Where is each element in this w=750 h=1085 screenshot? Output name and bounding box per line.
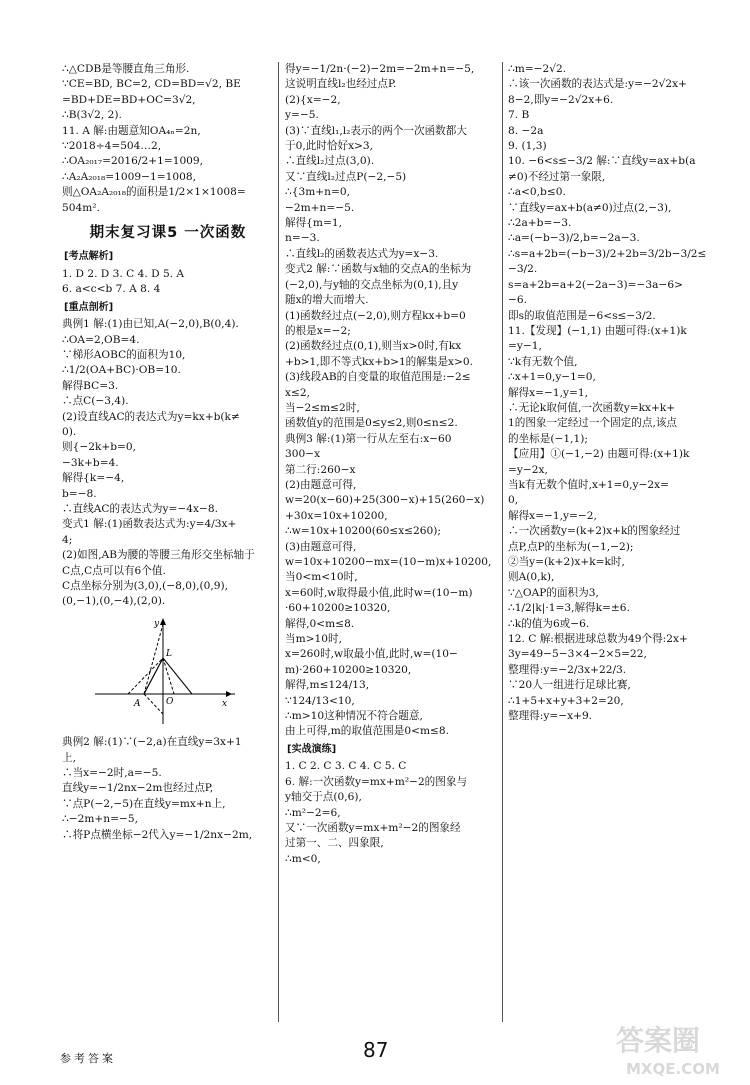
left-lines-a (62, 62, 274, 216)
text-line: ∴{3m+n=0, (285, 186, 350, 199)
text-line: (2)由题意可得, (285, 478, 357, 491)
text-line: 又∵一次函数y=mx+m²−2的图象经 (285, 821, 461, 834)
text-line: 这说明直线l₂也经过点P. (285, 78, 397, 91)
text-line: 点P,点P的坐标为(−1,−2); (508, 540, 634, 553)
text-line: 解得BC=3. (62, 379, 119, 392)
text-line: w=10x+10200−mx=(10−m)x+10200, (285, 556, 492, 568)
text-line: n=−3. (285, 232, 320, 245)
text-line: 11. A 解:由题意知OA₄ₙ=2n, (62, 124, 201, 137)
text-line: ≠0)不经过第一象限, (508, 170, 606, 183)
text-line: −2m+n=−5. (285, 201, 355, 214)
text-line: ∴m>10这种情况不符合题意, (285, 710, 423, 723)
text-line: (2)如图,AB为腰的等腰三角形交坐标轴于 (62, 549, 255, 562)
text-line: ∴A₂A₂₀₁₈=1009−1=1008, (62, 170, 196, 183)
dashed-line-4 (163, 658, 174, 694)
text-line: (2)函数经过点(0,1),则当x>0时,有kx (285, 340, 462, 353)
text-line: ∴w=10x+10200(60≤x≤260); (285, 525, 441, 538)
text-line: 过第一、二、四象限, (285, 837, 384, 850)
text-line: 典例1 解:(1)由已知,A(−2,0),B(0,4). (62, 318, 239, 331)
text-line: 10. −6<s≤−3/2 解:∵直线y=ax+b(a (508, 155, 696, 168)
text-line: ②当y=(k+2)x+k=k时, (508, 556, 625, 568)
text-line: 第二行:260−x (285, 463, 356, 476)
dashed-line-2 (144, 624, 163, 694)
text-line: ∴点C(−3,4). (62, 395, 129, 408)
text-line: ∴m²−2=6, (285, 806, 341, 819)
text-line: ∴△CDB是等腰直角三角形. (62, 63, 190, 75)
text-line: x=60时,w取得最小值,此时w=(10−m) (285, 586, 473, 599)
text-line: ∴无论k取何值,一次函数y=kx+k+ (508, 401, 676, 414)
text-line: 11.【发现】(−1,1) 由题可得:(x+1)k (508, 324, 687, 337)
text-line: 解得,0<m≤8. (285, 617, 355, 630)
y-axis-arrow (160, 618, 166, 625)
text-line: 8−2,即y=−2√2x+6. (508, 93, 614, 106)
text-line: 典例3 解:(1)第一行从左至右:x−60 (285, 432, 452, 445)
footer-label: 参考答案 (60, 1052, 116, 1065)
text-line: ∴a<0,b≤0. (508, 186, 566, 199)
text-line: (1)函数经过点(−2,0),则方程kx+b=0 (285, 309, 466, 322)
text-line: 整理得:y=−x+9. (508, 710, 593, 723)
text-line: 则△OA₂A₂₀₁₈的面积是1/2×1×1008= (62, 186, 246, 199)
text-line: 当m>10时, (285, 633, 342, 646)
text-line: x≤2, (285, 386, 310, 399)
page-number: 87 (363, 1038, 389, 1062)
text-line: 4; (62, 533, 73, 546)
origin-label: O (166, 696, 174, 707)
text-line: w=20(x−60)+25(300−x)+15(260−x) (285, 494, 485, 507)
coordinate-figure (90, 616, 240, 726)
text-line: ∴1/2(OA+BC)·OB=10. (62, 364, 181, 377)
text-line: ∵直线y=ax+b(a≠0)过点(2,−3), (508, 201, 672, 214)
text-line: (2)设直线AC的表达式为y=kx+b(k≠ (62, 410, 240, 423)
point-l-label: L (166, 648, 172, 659)
text-line: 1的图象一定经过一个固定的点,该点 (508, 417, 678, 430)
text-line: ∵△OAP的面积为3, (508, 586, 599, 599)
text-line: 的根是x=−2; (285, 324, 351, 337)
text-line: 典例2 解:(1)∵(−2,a)在直线y=3x+1 (62, 736, 242, 749)
text-line: 变式1 解:(1)函数表达式为:y=4/3x+ (62, 518, 237, 531)
x-axis-arrow (226, 691, 232, 697)
text-line: 当k有无数个值时,x+1=0,y−2x= (508, 478, 669, 491)
text-line: ∴该一次函数的表达式是:y=−2√2x+ (508, 78, 687, 91)
text-line: m)·260+10200≥10320, (285, 663, 412, 676)
segment-ab (144, 658, 163, 694)
text-line: ∴当x=−2时,a=−5. (62, 767, 162, 780)
right-column (508, 62, 720, 724)
text-line: ∴OA=2,OB=4. (62, 333, 140, 346)
text-line: =y−1, (508, 340, 542, 353)
left-lines-d (62, 735, 274, 843)
text-line: (−2,0),与y轴的交点坐标为(0,1),且y (285, 278, 459, 291)
text-line: 即s的取值范围是−6<s≤−3/2. (508, 309, 656, 322)
text-line: ∴s=a+2b=(−b−3)/2+2b=3/2b−3/2≤ (508, 247, 707, 260)
y-axis-label: y (154, 618, 160, 629)
text-line: 9. (1,3) (508, 140, 547, 153)
text-line: (3)∵直线l₁,l₂表示的两个一次函数都大 (285, 124, 467, 137)
middle-column (285, 62, 500, 867)
text-line: 504m². (62, 201, 100, 214)
text-line: ∵CE=BD, BC=2, CD=BD=√2, BE (62, 78, 241, 91)
text-line: +b>1,即不等式kx+b>1的解集是x>0. (285, 355, 474, 368)
text-line: ∴1/2|k|·1=3,解得k=±6. (508, 602, 630, 615)
text-line: ∵梯形AOBC的面积为10, (62, 348, 186, 361)
text-line: ∴将P点横坐标−2代入y=−1/2nx−2m, (62, 828, 253, 841)
text-line: 随x的增大而增大. (285, 294, 369, 307)
tag-shizhan: [ 实战演练 ] (285, 742, 338, 757)
text-line: y轴交于点(0,6), (285, 791, 362, 804)
text-line: ∴x+1=0,y−1=0, (508, 371, 596, 384)
text-line: 0). (62, 425, 77, 438)
text-line: ∴OA₂₀₁₇=2016/2+1=1009, (62, 155, 204, 168)
tag-kaodian: [ 考点解析 ] (62, 249, 115, 264)
text-line: 直线y=−1/2nx−2m也经过点P, (62, 782, 214, 795)
watermark-bottom-text: MXQE.COM (626, 1060, 720, 1078)
text-line: 整理得:y=−2/3x+22/3. (508, 663, 627, 676)
text-line: +30x=10x+10200, (285, 509, 388, 522)
text-line: 于0,此时恰好x>3, (285, 140, 374, 153)
text-line: ∴2a+b=−3. (508, 217, 572, 230)
text-line: 3y=49−5−3×4−2×5=22, (508, 648, 647, 661)
text-line: x=260时,w取最小值,此时,w=(10− (285, 648, 458, 661)
text-line: 300−x (285, 448, 321, 461)
text-line: 6. a<c<b 7. A 8. 4 (62, 283, 161, 296)
left-lines-c (62, 317, 274, 610)
text-line: ·60+10200≥10320, (285, 602, 391, 615)
text-line: 12. C 解:根据进球总数为49个得:2x+ (508, 633, 688, 646)
text-line: 的坐标是(−1,1); (508, 432, 588, 445)
text-line: (3)线段AB的自变量的取值范围是:−2≤ (285, 371, 471, 384)
text-line: ∴1+5+x+y+3+2=20, (508, 694, 624, 707)
text-line: 0, (508, 494, 519, 507)
segment-b-c (163, 658, 192, 694)
text-line: b=−8. (62, 487, 97, 500)
text-line: C点,C点可以有6个值. (62, 564, 166, 577)
text-line: s=a+2b=a+2(−2a−3)=−3a−6> (508, 278, 683, 291)
text-line: ∴a=(−b−3)/2,b=−2a−3. (508, 232, 640, 245)
text-line: ∴直线l₂的函数表达式为y=x−3. (285, 247, 439, 260)
text-line: 解得{k=−4, (62, 472, 125, 485)
text-line: ∴k的值为6或−6. (508, 617, 590, 630)
text-line: 当−2≤m≤2时, (285, 401, 360, 414)
text-line: ∴一次函数y=(k+2)x+k的图象经过 (508, 525, 681, 538)
text-line: −6. (508, 294, 527, 307)
text-line: ∵点P(−2,−5)在直线y=mx+n上, (62, 797, 226, 810)
text-line: (3)由题意可得, (285, 540, 357, 553)
text-line: C点坐标分别为(3,0),(−8,0),(0,9), (62, 580, 228, 592)
column-divider-left (278, 62, 279, 1022)
text-line: ∵20人一组进行足球比赛, (508, 679, 631, 692)
text-line: 由上可得,m的取值范围是0<m≤8. (285, 725, 449, 738)
text-line: ∴m=−2√2. (508, 63, 567, 75)
text-line: 解得,m≤124/13, (285, 679, 370, 692)
text-line: 6. 解:一次函数y=mx+m²−2的图象与 (285, 775, 468, 788)
watermark-top-text: 答案圈 (616, 1024, 701, 1057)
dashed-line-3 (144, 694, 163, 714)
text-line: 【应用】①(−1,−2) 由题可得:(x+1)k (508, 448, 690, 461)
text-line: 得y=−1/2n·(−2)−2m=−2m+n=−5, (285, 63, 475, 75)
text-line: 当0<m<10时, (285, 571, 358, 584)
text-line: =BD+DE=BD+OC=3√2, (62, 93, 196, 106)
text-line: 上, (62, 751, 76, 764)
point-a-label: A (134, 698, 141, 709)
text-line: 则{−2k+b=0, (62, 441, 137, 454)
text-line: y=−5. (285, 109, 319, 122)
left-column (62, 62, 274, 843)
text-line: ∴直线l₂过点(3,0). (285, 155, 375, 168)
text-line: ∴m<0, (285, 852, 321, 865)
text-line: 解得x=−1,y=1, (508, 386, 588, 399)
text-line: ∵2018÷4=504…2, (62, 140, 162, 153)
text-line: =y−2x, (508, 463, 548, 476)
text-line: 解得{m=1, (285, 217, 342, 230)
text-line: ∴B(3√2, 2). (62, 109, 122, 122)
text-line: 7. B (508, 109, 530, 122)
text-line: −3k+b=4. (62, 456, 119, 469)
text-line: (2){x=−2, (285, 93, 341, 106)
watermark-logo (612, 1016, 740, 1080)
text-line: 1. C 2. C 3. C 4. C 5. C (285, 760, 407, 773)
text-line: (0,−1),(0,−4),(2,0). (62, 595, 166, 608)
text-line: ∴−2m+n=−5, (62, 813, 138, 826)
column-divider-right (502, 62, 503, 1022)
text-line: 解得x=−1,y=−2, (508, 509, 597, 522)
section-title: 期末复习课5 一次函数 (89, 225, 247, 242)
text-line: 8. −2a (508, 124, 544, 137)
text-line: ∵124/13<10, (285, 694, 355, 707)
text-line: 变式2 解:∵函数与x轴的交点A的坐标为 (285, 263, 472, 276)
x-axis-label: x (222, 698, 228, 709)
tag-zhongdian: [ 重点剖析 ] (62, 300, 115, 315)
text-line: ∴直线AC的表达式为y=−4x−8. (62, 502, 218, 515)
text-line: −3/2. (508, 263, 538, 276)
text-line: 又∵直线l₂过点P(−2,−5) (285, 170, 407, 183)
text-line: ∵k有无数个值, (508, 355, 578, 368)
text-line: 则A(0,k), (508, 571, 555, 584)
text-line: 函数值y的范围是0≤y≤2,则0≤n≤2. (285, 417, 458, 430)
text-line: 1. D 2. D 3. C 4. D 5. A (62, 267, 185, 280)
